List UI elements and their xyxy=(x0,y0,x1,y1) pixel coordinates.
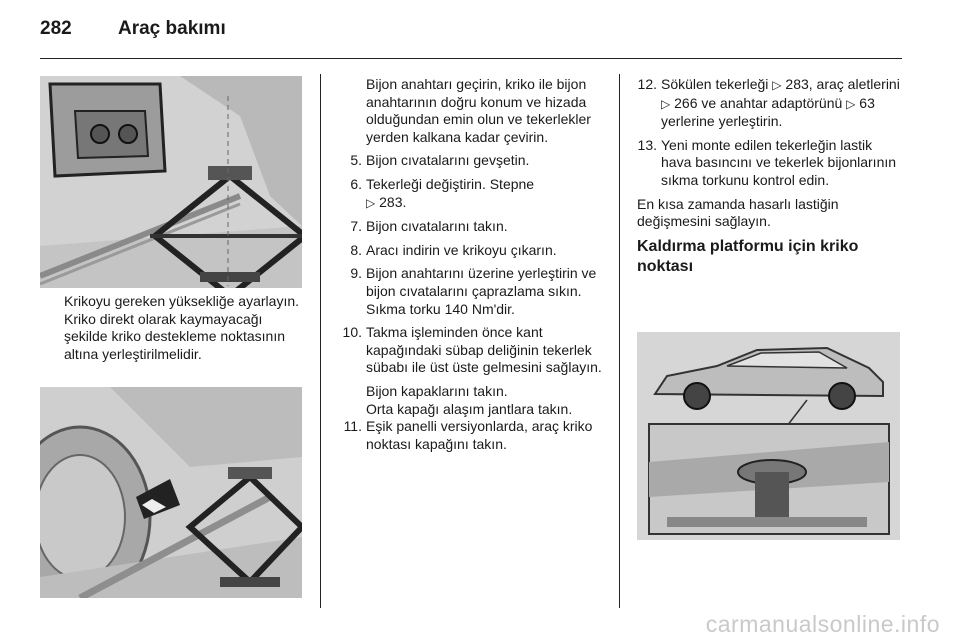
section-heading: Kaldırma platformu için kriko noktası xyxy=(637,237,859,275)
step-5: 5. Bijon cıvatalarını gevşetin. xyxy=(350,152,530,169)
step-10: 10. Takma işleminden önce kant kapağındaki sübap deliğinin tekerlek sübabı ile üst üste gelmesini sağlayın. xyxy=(342,324,602,376)
step-10-sub-1: Bijon kapaklarını takın. xyxy=(366,382,508,399)
right-column xyxy=(637,76,903,277)
page-reference-arrow-icon: ▷ xyxy=(366,195,376,210)
page-header xyxy=(40,18,226,40)
page-title: Araç bakımı xyxy=(118,18,226,39)
column-divider-2 xyxy=(619,74,620,608)
step-9: 9. Bijon anahtarını üzerine yerleştirin ve bijon cıvatalarını çaprazlama sıkın. Sıkma torku 140 Nm'dir. xyxy=(350,265,597,317)
jack-raising-figure xyxy=(40,76,302,288)
page-reference-arrow-icon: ▷ xyxy=(661,96,671,111)
page-reference-arrow-icon: ▷ xyxy=(772,78,782,92)
figure-caption: Krikoyu gereken yüksekliğe ayarlayın. Kriko direkt olarak kaymayacağı şekilde kriko destekleme noktasının altına yerleştirilmelidir. xyxy=(64,293,300,362)
watermark: carmanualsonline.info xyxy=(705,611,940,637)
step-12: 12. Sökülen tekerleği ▷ 283, araç aletlerini ▷ 266 ve anahtar adaptörünü ▷ 63 yerlerine yerleştirin. xyxy=(637,76,900,130)
step-11: 11. Eşik panelli versiyonlarda, araç kriko noktası kapağını takın. xyxy=(343,418,593,452)
step-10-sub-2: Orta kapağı alaşım jantlara takın. xyxy=(366,400,573,417)
note-text: En kısa zamanda hasarlı lastiğin değişmesini sağlayın. xyxy=(637,195,839,230)
header-rule xyxy=(40,58,902,59)
step-13: 13. Yeni monte edilen tekerleğin lastik hava basıncını ve tekerlek bijonlarının sıkma torkunu kontrol edin. xyxy=(637,136,897,188)
jack-position-figure xyxy=(40,387,302,598)
lift-point-figure xyxy=(637,332,900,540)
intro-text: Bijon anahtarı geçirin, kriko ile bijon anahtarının doğru konum ve hizada olduğundan emin olun ve tekerlekler yerden kalkana kadar çevirin. xyxy=(366,76,591,145)
step-8: 8. Aracı indirin ve krikoyu çıkarın. xyxy=(350,241,557,258)
page-number: 282 xyxy=(40,18,72,39)
page-reference-arrow-icon: ▷ xyxy=(846,96,856,111)
step-7: 7. Bijon cıvatalarını takın. xyxy=(350,218,508,235)
column-divider-1 xyxy=(320,74,321,608)
step-6: 6. Tekerleği değiştirin. Stepne ▷ 283. xyxy=(350,175,535,210)
middle-column xyxy=(342,76,612,459)
